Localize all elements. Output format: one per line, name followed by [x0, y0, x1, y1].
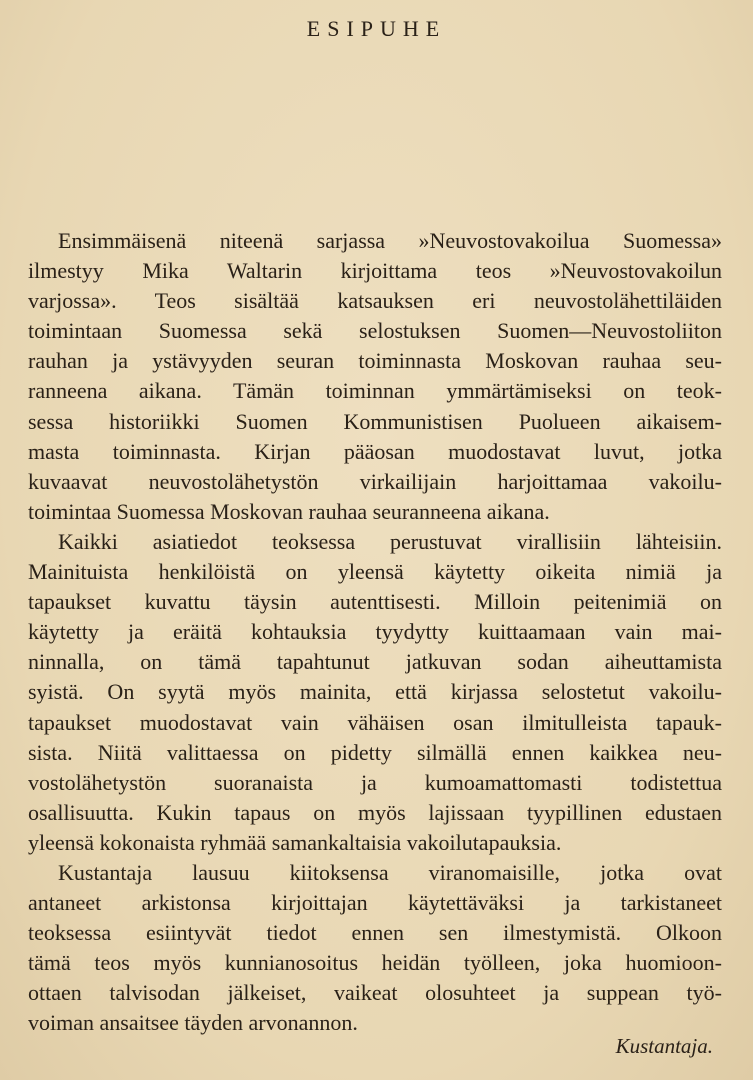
text-line: sessa historiikki Suomen Kommunistisen Puolueen aikaisem-	[28, 408, 722, 434]
text-line: Mainituista henkilöistä on yleensä käytetty oikeita nimiä ja	[28, 559, 722, 585]
text-line: toimintaan Suomessa sekä selostuksen Suomen—Neuvostoliiton	[28, 318, 722, 344]
preface-body	[28, 226, 722, 1039]
paragraph	[28, 226, 722, 527]
paragraph	[28, 858, 722, 1039]
text-line: Kustantaja lausuu kiitoksensa viranomaisille, jotka ovat	[58, 859, 722, 885]
text-line: tämä teos myös kunnianosoitus heidän työlleen, joka huomioon-	[28, 950, 722, 976]
text-line: ninnalla, on tämä tapahtunut jatkuvan sodan aiheuttamista	[28, 649, 722, 675]
page-title: ESIPUHE	[306, 16, 447, 41]
text-line: tapaukset kuvattu täysin autenttisesti. Milloin peitenimiä on	[28, 589, 722, 615]
text-line: ottaen talvisodan jälkeiset, vaikeat olosuhteet ja suppean työ-	[28, 980, 722, 1006]
text-line: antaneet arkistonsa kirjoittajan käytettäväksi ja tarkistaneet	[28, 890, 722, 916]
text-line: vostolähetystön suoranaista ja kumoamattomasti todistettua	[28, 769, 722, 795]
text-line: rauhan ja ystävyyden seuran toiminnasta Moskovan rauhaa seu-	[28, 348, 722, 374]
text-line: yleensä kokonaista ryhmää samankaltaisia vakoilutapauksia.	[28, 829, 562, 855]
paragraph	[28, 527, 722, 858]
text-line: masta toiminnasta. Kirjan pääosan muodostavat luvut, jotka	[28, 438, 722, 464]
text-line: Ensimmäisenä niteenä sarjassa »Neuvostovakoilua Suomessa»	[58, 228, 722, 253]
text-line: ranneena aikana. Tämän toiminnan ymmärtämiseksi on teok-	[28, 378, 722, 404]
text-line: toimintaa Suomessa Moskovan rauhaa seuranneena aikana.	[28, 498, 550, 524]
text-line: varjossa». Teos sisältää katsauksen eri neuvostolähettiläiden	[28, 288, 722, 314]
text-line: osallisuutta. Kukin tapaus on myös lajissaan tyypillinen edustaen	[28, 799, 722, 825]
signature: Kustantaja.	[615, 1034, 713, 1058]
text-line: voiman ansaitsee täyden arvonannon.	[28, 1010, 358, 1036]
text-line: syistä. On syytä myös mainita, että kirjassa selostetut vakoilu-	[28, 679, 722, 705]
text-line: kuvaavat neuvostolähetystön virkailijain harjoittamaa vakoilu-	[28, 468, 722, 494]
text-line: teoksessa esiintyvät tiedot ennen sen ilmestymistä. Olkoon	[28, 920, 722, 946]
text-line: Kaikki asiatiedot teoksessa perustuvat virallisiin lähteisiin.	[58, 528, 722, 554]
text-line: tapaukset muodostavat vain vähäisen osan ilmitulleista tapauk-	[28, 709, 722, 735]
text-line: käytetty ja eräitä kohtauksia tyydytty kuittaamaan vain mai-	[28, 619, 722, 645]
text-line: sista. Niitä valittaessa on pidetty silmällä ennen kaikkea neu-	[28, 739, 722, 765]
text-line: ilmestyy Mika Waltarin kirjoittama teos »Neuvostovakoilun	[28, 258, 722, 284]
